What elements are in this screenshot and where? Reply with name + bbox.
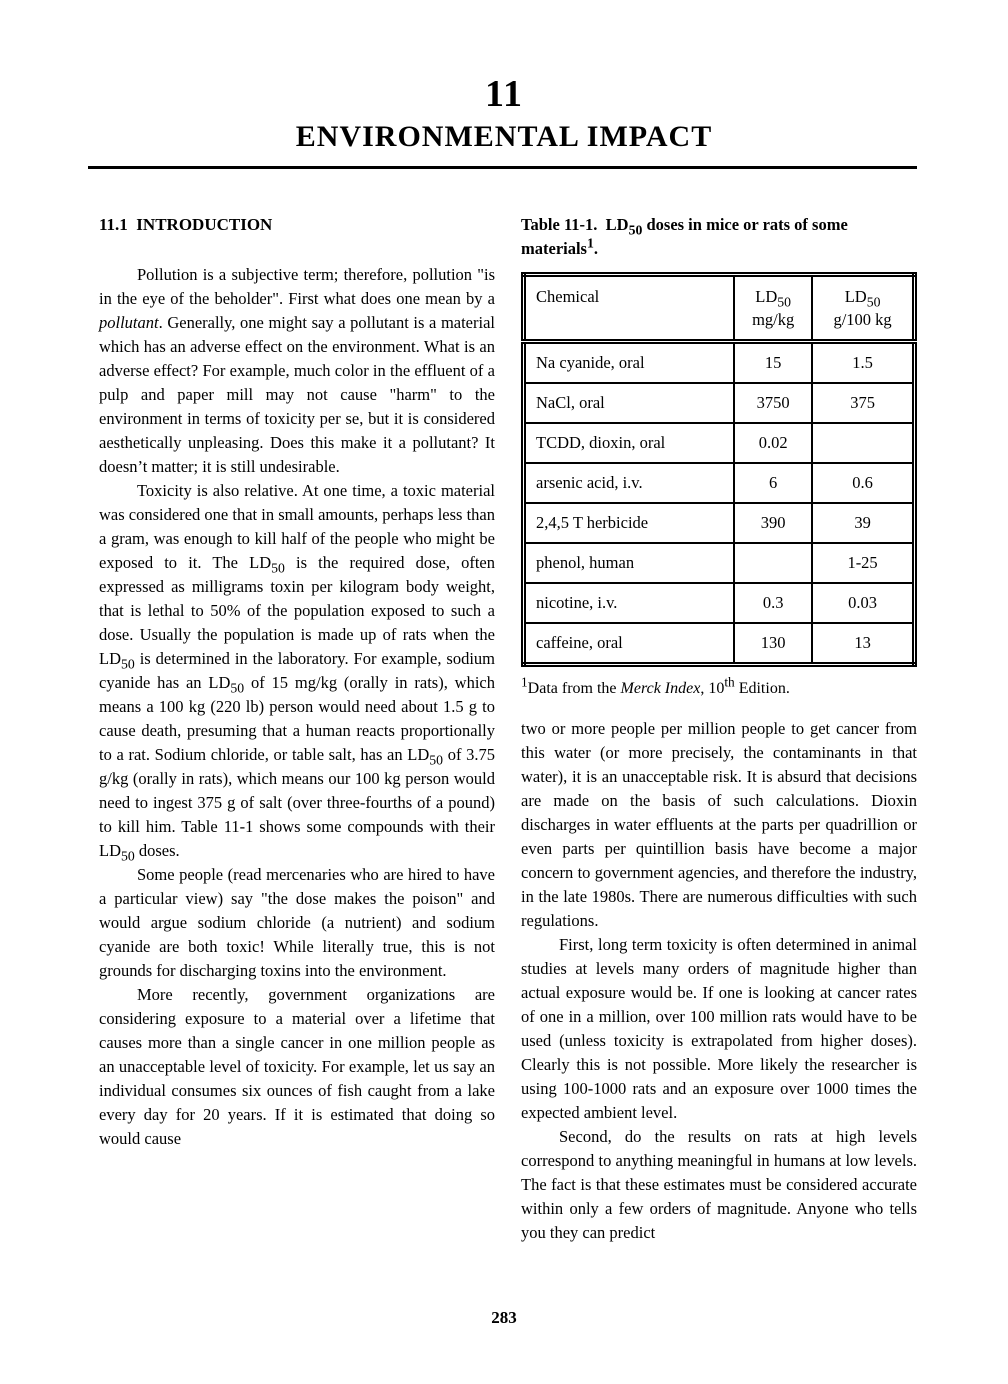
- header-rule: [88, 166, 917, 169]
- cell-ld50-g100kg: [812, 423, 914, 463]
- table-body: [524, 342, 915, 665]
- cell-ld50-g100kg: 0.6: [812, 463, 914, 503]
- table-row: [524, 543, 915, 583]
- cell-chemical: 2,4,5 T herbicide: [524, 503, 735, 543]
- cell-chemical: TCDD, dioxin, oral: [524, 423, 735, 463]
- paragraph-intro-2: Toxicity is also relative. At one time, a toxic material was considered one that in small amounts, perhaps less than a gram, was enough to kill half of the people who might be exposed to it. The $LD_{50}$ is the required dose, often expressed as milligrams toxin per kilogram body weight, that is lethal to 50% of the population exposed to such a dose. Usually the population is made up of rats when the $LD_{50}$ is determined in the laboratory. For example, sodium cyanide has an $LD_{50}$ of 15 mg/kg (orally in rats), which means a 100 kg (220 lb) person would need about 1.5 g to cause death, presuming that a human reacts proportionally to a rat. Sodium chloride, or table salt, has an $LD_{50}$ of 3.75 g/kg (orally in rats), which means our 100 kg person would need to ingest 375 g of salt (over three-fourths of a pound) to kill him. Table 11-1 shows some compounds with their $LD_{50}$ doses.: [99, 481, 496, 864]
- table-row: [524, 423, 915, 463]
- paragraph-intro-4: More recently, government organizations are considering exposure to a material over a lifetime that causes more than a single cancer in one million people as an unacceptable level of toxicity. For example, let us say an individual consumes six ounces of fish caught from a lake every day for 20 years. If it is estimated that doing so would cause: [99, 985, 495, 1148]
- paragraph-intro-3: Some people (read mercenaries who are hired to have a particular view) say "the dose makes the poison" and would argue sodium chloride (a nutrient) and sodium cyanide are both toxic! While literally true, this is not grounds for discharging toxins into the environment.: [99, 865, 495, 980]
- column-header-ld50-g100kg: $LD_{50}$ g/100 kg: [812, 275, 914, 342]
- page-columns: [99, 213, 1008, 1245]
- cell-ld50-mgkg: 0.02: [734, 423, 812, 463]
- cell-ld50-mgkg: [734, 543, 812, 583]
- cell-ld50-mgkg: 0.3: [734, 583, 812, 623]
- cell-chemical: phenol, human: [524, 543, 735, 583]
- chapter-title: ENVIRONMENTAL IMPACT: [295, 120, 713, 153]
- cell-ld50-g100kg: 13: [812, 623, 914, 665]
- table-caption: Table 11-1. $LD_{50}$ doses in mice or rats of some materials$^1$.: [521, 215, 852, 258]
- column-header-ld50-mgkg: $LD_{50}$ mg/kg: [734, 275, 812, 342]
- right-column: [521, 213, 917, 1245]
- cell-ld50-g100kg: 39: [812, 503, 914, 543]
- table-header: [524, 275, 915, 342]
- cell-chemical: nicotine, i.v.: [524, 583, 735, 623]
- paragraph-first-point: First, long term toxicity is often determined in animal studies at levels many orders of magnitude higher than actual exposure would be. If one is looking at cancer rates of one in a million, over 100 million rats would have to be used (unless toxicity is extrapolated from higher doses). Clearly this is not possible. More likely the researcher is using 100-1000 rats and an exposure over 1000 times the expected ambient level.: [521, 935, 917, 1122]
- section-heading: 11.1 INTRODUCTION: [99, 215, 273, 234]
- chapter-header: [0, 0, 1008, 169]
- paragraph-intro-1: Pollution is a subjective term; therefore, pollution "is in the eye of the beholder". First what does one mean by a pollutant. Generally, one might say a pollutant is a material which has an adverse effect on the environment. What is an adverse effect? For example, much color in the effluent of a pulp and paper mill may not cause "harm" to the environment in terms of toxicity per se, but it is considered aesthetically unpleasing. Does this make it a pollutant? It doesn’t matter; it is still undesirable.: [99, 265, 495, 476]
- cell-chemical: NaCl, oral: [524, 383, 735, 423]
- cell-ld50-g100kg: 0.03: [812, 583, 914, 623]
- table-footnote: $^1$Data from the Merck Index, 10th Edition.: [521, 674, 790, 697]
- left-column: [99, 213, 495, 1245]
- cell-ld50-g100kg: 375: [812, 383, 914, 423]
- cell-chemical: Na cyanide, oral: [524, 342, 735, 384]
- chapter-number: 11: [485, 73, 523, 115]
- table-row: [524, 383, 915, 423]
- paragraph-continuation: two or more people per million people to get cancer from this water (or more precisely, the contaminants in that water), it is an unacceptable risk. It is absurd that decisions are made on the basis of such calculations. Dioxin discharges in water effluents at the parts per quadrillion or even parts per quintillion basis have become a major concern to government agencies, and therefore the industry, in the late 1980s. There are numerous difficulties with such regulations.: [521, 719, 917, 930]
- table-row: [524, 583, 915, 623]
- cell-ld50-mgkg: 390: [734, 503, 812, 543]
- page-number: 283: [491, 1308, 517, 1327]
- table-header-row: [524, 275, 915, 342]
- table-row: [524, 342, 915, 384]
- column-header-chemical: Chemical: [524, 275, 735, 342]
- cell-ld50-g100kg: 1.5: [812, 342, 914, 384]
- ld50-table: [521, 272, 917, 667]
- cell-ld50-mgkg: 3750: [734, 383, 812, 423]
- table-row: [524, 463, 915, 503]
- paragraph-second-point: Second, do the results on rats at high levels correspond to anything meaningful in humans at low levels. The fact is that these estimates must be considered accurate within only a few orders of magnitude. Anyone who tells you they can predict: [521, 1127, 917, 1242]
- cell-chemical: caffeine, oral: [524, 623, 735, 665]
- cell-ld50-g100kg: 1-25: [812, 543, 914, 583]
- cell-ld50-mgkg: 130: [734, 623, 812, 665]
- table-row: [524, 503, 915, 543]
- cell-chemical: arsenic acid, i.v.: [524, 463, 735, 503]
- table-row: [524, 623, 915, 665]
- cell-ld50-mgkg: 15: [734, 342, 812, 384]
- cell-ld50-mgkg: 6: [734, 463, 812, 503]
